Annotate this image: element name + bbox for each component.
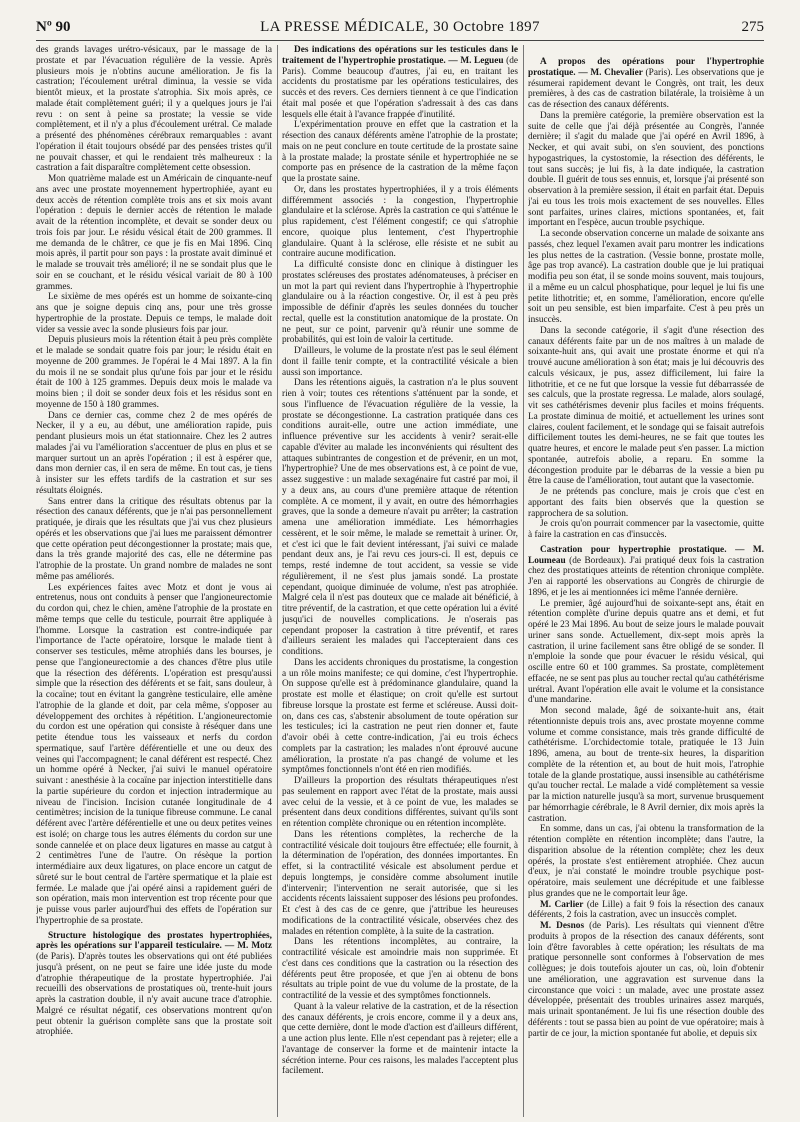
- section-author: — M. Loumeau: [528, 544, 764, 566]
- paragraph: Or, dans les prostates hypertrophiées, il y a trois éléments différemment associés : la congestion, l'hypertrophie glandulaire et la sclérose. Après la castration ce qui s'atténue le plus rapidement, c'est l'élément congestif; ce qui s'atrophie encore, quoique plus lentement, c'est l'hypertrophie glandulaire. Quant à la sclérose, elle résiste et ne subit au contraire aucune modification.: [282, 184, 518, 260]
- paragraph: En somme, dans un cas, j'ai obtenu la transformation de la rétention complète en rétention incomplète; dans l'autre, la disparition absolue de la rétention complète; chez les deux opérés, la prostate s'est entièrement atrophiée. Chez aucun d'eux, je n'ai constaté le moindre trouble psychique post-opératoire, mais seulement une décrépitude et une faiblesse plus grandes que ne le comportait leur âge.: [528, 824, 764, 899]
- paragraph-text: a fait 9 fois la résection des canaux déférents, 2 fois la castration, avec un insuccès complet.: [528, 899, 764, 921]
- paragraph: Mon quatrième malade est un Américain de cinquante-neuf ans avec une prostate moyennement hypertrophiée, ayant eu deux accès de rétention complète trois ans et six mois avant l'opération : depuis le dernier accès de rétention le malade avait de la rétention incomplète, et devait se sonder deux ou trois fois par jour. Le résidu vésical était de 200 grammes. Il me demanda de le châtrer, ce que je fis en Mai 1896. Cinq mois après, il partit pour son pays : la prostate avait diminué et le malade se trouvait très amélioré; il ne se sondait plus que le soir en se couchant, et le résidu vésical variait de 80 à 100 grammes.: [36, 174, 272, 292]
- section-loumeau: [528, 545, 764, 599]
- column-separator: [277, 45, 278, 1117]
- paragraph: Dans les accidents chroniques du prostatisme, la congestion a un rôle moins manifeste; ce qui domine, c'est l'hypertrophie. On suppose qu'elle est à prédominance glandulaire, quand la prostate est molle et élastique; on croit qu'elle est surtout fibreuse lorsque la prostate est ferme et scléreuse. Aussi doit-on, dans ces cas, s'abstenir absolument de toute opération sur les testicules; ici la castration ne peut rien donner et, faute d'avoir obéi à cette contre-indication, j'ai eu trois échecs complets par la castration; les malades n'ont éprouvé aucune amélioration, la prostate n'a pas changé de volume et les symptômes fonctionnels n'ont été en rien modifiés.: [282, 657, 518, 776]
- column-separator: [523, 45, 524, 1117]
- section-title: Des indications des opérations sur les testicules dans le traitement de l'hypertrophie prostatique.: [282, 45, 518, 66]
- column-1: [36, 45, 272, 1117]
- section-text: J'ai pratiqué deux fois la castration chez des prostatiques atteints de rétention chronique complète. J'en ai rapporté les observations au Congrès de chirurgie de 1896, et je les ai mentionnées ici même l'année dernière.: [528, 555, 764, 598]
- running-header: [36, 17, 764, 37]
- section-title: Castration pour hypertrophie prostatique.: [540, 544, 727, 555]
- paragraph-desnos: [528, 921, 764, 1039]
- section-text: Les observations que je résumerai rapidement devant le Congrès, ont trait, les deux premières, à des cas de castration bilatérale, la troisième à un cas de résection des canaux déférents.: [528, 67, 764, 110]
- author-affiliation: (de Lille): [586, 899, 623, 910]
- paragraph: Le sixième de mes opérés est un homme de soixante-cinq ans que je soigne depuis cinq ans, pour une très grosse hypertrophie de la prostate. Depuis ce temps, le malade doit vider sa vessie avec la sonde plusieurs fois par jour.: [36, 292, 272, 335]
- paragraph: Dans les rétentions complètes, la recherche de la contractilité vésicale doit toujours être effectuée; elle fournit, à la détermination de l'opération, des données importantes. En effet, si la contractilité vésicale est absolument perdue et depuis longtemps, je considère comme absolument inutile d'intervenir; l'intervention ne serait autorisée, que si les accidents récents laissaient supposer des lésions peu profondes. Et c'est à des cas de ce genre, que j'attribue les heureuses modifications de la contractilité vésicale, observées chez des malades en rétention complète, à la suite de la castration.: [282, 829, 518, 937]
- section-affiliation: (Paris).: [645, 67, 673, 78]
- paragraph: Mon second malade, âgé de soixante-huit ans, était rétentionniste depuis trois ans, avec prostate moyenne comme volume et comme consistance, mais très grande difficulté de cathétérisme. L'orchidectomie totale, pratiquée le 13 Juin 1896, amena, au bout de trente-six heures, la disparition complète de la rétention et, au bout de huit mois, l'atrophie totale de la glande prostatique, aussi insensible au cathétérisme qu'au toucher rectal. Le malade a vidé complètement sa vessie par la miction naturelle jusqu'à sa mort, survenue brusquement par hémorrhagie cérébrale, le 8 Avril dernier, dix mois après la castration.: [528, 706, 764, 824]
- paragraph: Dans les rétentions incomplètes, au contraire, la contractilité vésicale est amoindrie mais non supprimée. Et c'est dans ces conditions que la castration ou la résection des déférents peut être proposée, et que j'en ai obtenu de bons résultats au triple point de vue du volume de la prostate, de la contractilité de la vessie et des symptômes fonctionnels.: [282, 937, 518, 1001]
- page-number-right: 275: [741, 19, 764, 35]
- section-affiliation: (de Paris).: [36, 952, 75, 962]
- author-affiliation: (de Paris).: [589, 921, 631, 931]
- column-2: [282, 45, 518, 1117]
- section-author: — M. Motz: [224, 941, 272, 952]
- section-legueu: [282, 45, 518, 120]
- paragraph: Depuis plusieurs mois la rétention était à peu près complète et le malade se sondait quatre fois par jour; le résidu était en moyenne de 200 grammes. Je l'opérai le 4 Mai 1897. A la fin du mois il ne se sondait plus qu'une fois par jour et le résidu était de 100 à 125 grammes. Depuis deux mois le malade va moins bien ; il doit se sonder deux fois et les résidus sont en moyenne de 150 à 180 grammes.: [36, 335, 272, 410]
- paragraph: Le premier, âgé aujourd'hui de soixante-sept ans, était en rétention complète d'urine depuis quatre ans et demi, et fut opéré le 23 Mai 1896. Au bout de seize jours le malade pouvait uriner sans sonde. Actuellement, dix-sept mois après la castration, il urine facilement sans être obligé de se sonder. Il n'emploie la sonde que pour évacuer le résidu vésical, qui oscille entre 60 et 100 grammes. Sa prostate, complètement effacée, ne se sent pas plus au toucher rectal qu'au cathétérisme urétral. Avant l'opération elle avait le volume et la consistance d'une mandarine.: [528, 598, 764, 706]
- paragraph: Dans ce dernier cas, comme chez 2 de mes opérés de Necker, il y a eu, au début, une amélioration rapide, puis pendant plusieurs mois un état stationnaire. Chez les 2 autres malades j'ai vu l'amélioration s'accentuer de plus en plus et se marquer surtout un an après l'opération ; il est à espérer que, dans mon dernier cas, il en sera de même. En tout cas, je tiens à insister sur les effets tardifs de la castration et sur ses résultats éloignés.: [36, 410, 272, 496]
- paragraph: D'ailleurs la proportion des résultats thérapeutiques n'est pas seulement en rapport avec l'état de la prostate, mais aussi avec celui de la vessie, et à ce point de vue, les malades se présentent dans deux conditions différentes, suivant qu'ils sont en rétention complète chronique ou en rétention incomplète.: [282, 776, 518, 829]
- header-rule: [36, 40, 764, 41]
- section-text: Comme beaucoup d'autres, j'ai eu, en traitant les accidents du prostatisme par les opérations testiculaires, des succès et des revers. Ces derniers tiennent à ce que l'indication était mal posée et que l'opération s'adressait à des cas dans lesquels elle était à l'avance frappée d'inutilité.: [282, 66, 518, 120]
- paragraph: Dans les rétentions aiguës, la castration n'a le plus souvent rien à voir; toutes ces rétentions s'atténuent par la sonde, et sous l'influence de l'évacuation régulière de la vessie, la prostate se décongestionne. La castration pratiquée dans ces conditions aurait-elle, outre une action immédiate, une influence préventive sur les accidents à venir? serait-elle capable d'éviter au malade les inconvénients qui résultent des attaques subintrantes de congestion et de prévenir, en un mot, l'hypertrophie? Une de mes observations est, à ce point de vue, assez suggestive : un malade sexagénaire fut castré par moi, il y a deux ans, au cours d'une première attaque de rétention complète. A ce moment, il y avait, en outre des hémorrhagies graves, que la sonde a demeure n'avait pu arrêter; la castration amena une amélioration immédiate. Les hémorrhagies cessèrent, et le soir même, le malade se remettait à uriner. Or, et c'est ici que le fait devient intéressant, j'ai suivi ce malade pendant deux ans, je l'ai revu ces jours-ci. Il est, depuis ce temps, resté indemne de tout accident, sa vessie se vide régulièrement, il ne s'est plus jamais sondé. La prostate cependant, quoique diminuée de volume, n'est pas atrophiée. Malgré cela il n'est pas douteux que ce malade ait bénéficié, à titre préventif, de la castration, et que cette opération lui a évité jusqu'ici de nouvelles complications. Je n'oserais pas cependant proposer la castration à titre préventif, et rares d'ailleurs seraient les malades qui l'accepteraient dans ces conditions.: [282, 378, 518, 657]
- section-motz: [36, 931, 272, 1039]
- section-affiliation: (de Bordeaux).: [569, 555, 627, 566]
- section-affiliation: (de Paris).: [282, 55, 518, 77]
- section-chevalier: [528, 57, 764, 111]
- paragraph-carlier: [528, 900, 764, 922]
- journal-title: LA PRESSE MÉDICALE, 30 Octobre 1897: [260, 19, 540, 35]
- section-title: A propos des opérations pour l'hypertrophie prostatique.: [528, 57, 764, 78]
- page-number-left: Nº 90: [36, 19, 71, 35]
- paragraph: La seconde observation concerne un malade de soixante ans passés, chez lequel l'examen avait paru montrer les indications les plus nettes de la castration. (Vessie bonne, prostate molle, âge pas trop avancé). La castration double que je lui pratiquai modifia peu son état, il se sonde moins souvent, mais toujours, il a même eu un calcul phosphatique, pour lequel je lui fis une petite lithotritie; et, en somme, l'amélioration, encore qu'elle soit un peu sensible, est bien imparfaite. C'est à peu près un insuccès.: [528, 229, 764, 325]
- paragraph: des grands lavages urétro-vésicaux, par le massage de la prostate et par l'évacuation régulière de la vessie. Après plusieurs mois je n'obtins aucune amélioration. Je fis la castration; l'écoulement urétral diminua, la vessie se vida bientôt mieux, et la prostate s'atrophia. Six mois après, ce malade était complètement guéri; il y a quelques jours je l'ai revu : on sent à peine sa prostate; la vessie se vide complètement, et il n'y a plus d'écoulement urétral. Ce malade a présenté des phénomènes cérébraux remarquables : avant l'opération il était toujours obsédé par des pensées tristes qu'il ne pouvait chasser, et qui le rendaient très malheureux : la castration a fait disparaître complètement cette obsession.: [36, 45, 272, 174]
- author-name: M. Carlier: [540, 899, 584, 910]
- paragraph: Dans la première catégorie, la première observation est la suite de celle que j'ai déjà présentée au Congrès, l'année dernière; il s'agit du malade que j'ai opéré en Avril 1896, à Necker, et qui avait subi, on s'en souvient, des ponctions hypogastriques, la cystostomie, la résection des déférents, le tout sans succès; je lui fis, à la date indiquée, la castration double. Il guérit de tous ses ennuis, et, lorsque j'ai présenté son observation à la première session, il était en parfait état. Depuis j'ai eu tous les trois mois exactement de ses nouvelles. Elles sont parfaites, urines claires, mictions spontanées, et, fait important en l'espèce, aucun trouble psychique.: [528, 110, 764, 229]
- section-text: D'après toutes les observations qui ont été publiées jusqu'à présent, on ne peut se faire une idée juste du mode d'atrophie thérapeutique de la prostate hypertrophiée. J'ai recueilli des observations de prostatiques où, trente-huit jours après la castration double, il n'y avait aucune trace d'atrophie. Malgré ce résultat négatif, ces observations montrent qu'on peut obtenir la guérison complète sans que la prostate soit atrophiée.: [36, 952, 272, 1038]
- article-columns: [36, 45, 764, 1117]
- section-author: — M. Legueu: [448, 55, 504, 66]
- section-title: Structure histologique des prostates hypertrophiées, après les opérations sur l'appareil testiculaire.: [36, 930, 272, 952]
- paragraph: Sans entrer dans la critique des résultats obtenus par la résection des canaux déférents, que je n'ai pas personnellement pratiquée, je dirais que les résultats que j'ai vus chez plusieurs opérés et les observations que j'ai lues me paraissent démontrer que cette opération peut décongestionner la prostate; mais que, dans la très grande majorité des cas, elle ne détermine pas l'atrophie de la prostate. Un grand nombre de malades ne sont même pas améliorés.: [36, 496, 272, 582]
- paragraph: Je crois qu'on pourrait commencer par la vasectomie, quitte à faire la castration en cas d'insuccès.: [528, 519, 764, 540]
- paragraph: Quant à la valeur relative de la castration, et de la résection des canaux déférents, je crois encore, comme il y a deux ans, que cette dernière, dont le mode d'action est d'ailleurs différent, a une action plus lente. Elle n'est cependant pas à rejeter; elle a l'avantage de conserver la forme et de maintenir intacte la sécrétion interne. Pour ces raisons, les malades l'acceptent plus facilement.: [282, 1001, 518, 1077]
- paragraph: Dans la seconde catégorie, il s'agit d'une résection des canaux déférents faite par un de nos maîtres à un malade de soixante-huit ans, qui avait une prostate énorme et qui n'a trouvé aucune amélioration à son état; mais je lui découvris des calculs vésicaux, je pus, assez difficilement, lui faire la lithotritie, et ce ne fut que lorsque la vessie fut débarrassée de ses calculs, que la prostate regressa. Le malade, alors soulagé, vit ses cathétérismes devenir plus faciles et moins fréquents. La prostate diminua de moitié, et actuellement les urines sont claires, coulent facilement, et le sondage qui se faisait autrefois difficilement toutes les demi-heures, ne se fait que toutes les quatre heures, et encore le malade peut s'en passer. La miction spontanée, autrefois abolie, a reparu. En somme la décongestion produite par le débarras de la vessie a bien pu être la cause de l'amélioration, tout autant que la vasectomie.: [528, 325, 764, 487]
- paragraph: D'ailleurs, le volume de la prostate n'est pas le seul élément dont il faille tenir compte, et la contractilité vésicale a bien aussi son importance.: [282, 346, 518, 378]
- paragraph: Je ne prétends pas conclure, mais je crois que c'est en apportant des faits bien observés que la question se rapprochera de sa solution.: [528, 487, 764, 519]
- column-3: [528, 45, 764, 1117]
- author-name: M. Desnos: [540, 921, 585, 931]
- paragraph-text: Les résultats qui viennent d'être produits à propos de la résection des canaux déférents, sont loin d'être favorables à cette opération; les résultats de ma pratique personnelle sont conformes à l'observation de mes collègues; je dois toutefois ajouter un cas, où, loin d'obtenir une amélioration, une aggravation est survenue dans la circonstance que voici : un malade, avec une prostate assez développée, présentait des troubles urinaires assez marqués, mais urinait spontanément. Je lui fis une résection double des déférents : tout se passa bien au point de vue opératoire; mais à partir de ce jour, la miction spontanée fut abolie, et depuis six: [528, 921, 764, 1039]
- paragraph: L'expérimentation prouve en effet que la castration et la résection des canaux déférents amène l'atrophie de la prostate; mais on ne peut conclure en toute certitude de la prostate saine à la prostate malade; la prostate sénile et hypertrophiée ne se comporte pas en présence de la castration de la même façon que la prostate saine.: [282, 120, 518, 184]
- section-author: — M. Chevalier: [578, 67, 643, 78]
- paragraph: La difficulté consiste donc en clinique à distinguer les prostates scléreuses des prostates adénomateuses, à préciser en un mot la part qui revient dans l'hypertrophie à l'hypertrophie glandulaire ou à la réaction congestive. Or, il est à peu près impossible de définir d'après les seules données du toucher rectal, quelle est la constitution anatomique de la prostate. On ne peut, sur ce point, parvenir qu'à réunir une somme de probabilités, qui est loin de valoir la certitude.: [282, 260, 518, 346]
- paragraph: Les expériences faites avec Motz et dont je vous ai entretenus, nous ont conduits à penser que l'angioneurectomie du cordon qui, chez le chien, amène l'atrophie de la prostate en même temps que celle du testicule, pourrait être appliquée à l'homme. Lorsque la castration est contre-indiquée par l'importance de l'acte opératoire, lorsque le malade tient à conserver ses testicules, même atrophiés dans les bourses, je pense que l'angioneurectomie a des chances d'être plus utile que la résection des déférents. L'opération est presqu'aussi simple que la résection des déférents et se fait, sans douleur, à la cocaïne; tout en évitant la gangrène testiculaire, elle amène l'atrophie de la glande et doit, par cela même, s'opposer au développement des orchites à répétition. L'angioneurectomie du cordon est une opération qui consiste à réséquer dans une petite étendue tous les vaisseaux et nerfs du cordon spermatique, sauf l'artère déférentielle et une ou deux des veines qui l'accompagnent; le canal déférent est respecté. Chez un homme opéré à Necker, j'ai suivi le manuel opératoire suivant : anesthésie à la cocaïne par injection interstitielle dans la partie supérieure du cordon et injection intradermique au niveau de l'incision. Incision cutanée longitudinale de 4 centimètres; incision de la tunique fibreuse commune. Le canal déférent avec l'artère déférentielle et une ou deux petites veines est isolé; on charge tous les autres éléments du cordon sur une sonde cannelée et on place deux ligatures en masse au catgut à 2 centimètres l'une de l'autre. On résèque la portion intermédiaire aux deux ligatures, on place encore un catgut de sûreté sur le bout central de l'artère spermatique et la plaie est fermée. Le malade que j'ai opéré ainsi a rapidement guéri de son opération, mais mon intervention est trop récente pour que je puisse vous parler aujourd'hui des effets de l'opération sur l'hypertrophie de sa prostate.: [36, 582, 272, 926]
